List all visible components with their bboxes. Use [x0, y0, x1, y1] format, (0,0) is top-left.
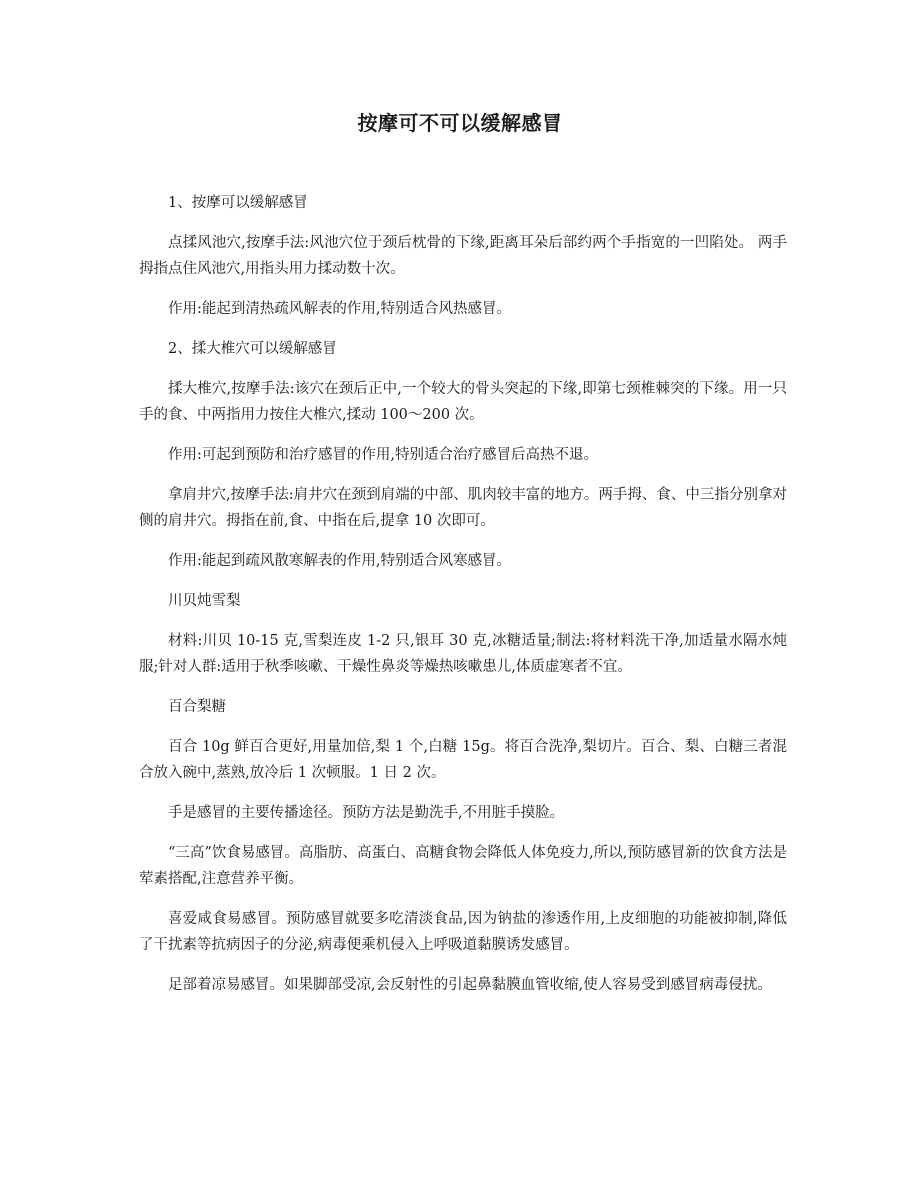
paragraph-lily-recipe: 百合 10g 鲜百合更好,用量加倍,梨 1 个,白糖 15g。将百合洗净,梨切片。百合、梨、白糖三者混合放入碗中,蒸熟,放冷后 1 次顿服。1 日 2 次。: [139, 739, 787, 781]
heading-massage-relief: 1、按摩可以缓解感冒: [168, 195, 308, 211]
paragraph-hand-washing: 手是感冒的主要传播途径。预防方法是勤洗手,不用脏手摸脸。: [168, 805, 565, 821]
heading-chuanbei-pear: 川贝炖雪梨: [168, 593, 241, 609]
paragraph-dazhui-method: 揉大椎穴,按摩手法:该穴在颈后正中,一个较大的骨头突起的下缘,即第七颈椎棘突的下缘。用一只手的食、中两指用力按住大椎穴,揉动 100～200 次。: [139, 381, 787, 423]
paragraph-fengchi-method: 点揉风池穴,按摩手法:风池穴位于颈后枕骨的下缘,距离耳朵后部约两个手指宽的一凹陷处。 两手拇指点住风池穴,用指头用力揉动数十次。: [139, 235, 787, 277]
paragraph-jianjing-effect: 作用:能起到疏风散寒解表的作用,特别适合风寒感冒。: [168, 553, 511, 569]
paragraph-chuanbei-recipe: 材料:川贝 10-15 克,雪梨连皮 1-2 只,银耳 30 克,冰糖适量;制法:将材料洗干净,加适量水隔水炖服;针对人群:适用于秋季咳嗽、干燥性鼻炎等燥热咳嗽患儿,体质虚寒者不宜。: [139, 633, 787, 675]
paragraph-jianjing-method: 拿肩井穴,按摩手法:肩井穴在颈到肩端的中部、肌肉较丰富的地方。两手拇、食、中三指分别拿对侧的肩井穴。拇指在前,食、中指在后,提拿 10 次即可。: [139, 487, 787, 529]
heading-dazhui: 2、揉大椎穴可以缓解感冒: [168, 341, 337, 357]
paragraph-dazhui-effect: 作用:可起到预防和治疗感冒的作用,特别适合治疗感冒后高热不退。: [168, 447, 598, 463]
paragraph-three-highs: “三高”饮食易感冒。高脂肪、高蛋白、高糖食物会降低人体免疫力,所以,预防感冒新的饮食方法是荤素搭配,注意营养平衡。: [139, 845, 787, 887]
document-title: 按摩可不可以缓解感冒: [357, 111, 563, 135]
paragraph-fengchi-effect: 作用:能起到清热疏风解表的作用,特别适合风热感冒。: [168, 301, 511, 317]
paragraph-salty-food: 喜爱咸食易感冒。预防感冒就要多吃清淡食品,因为钠盐的渗透作用,上皮细胞的功能被抑制,降低了干扰素等抗病因子的分泌,病毒便乘机侵入上呼吸道黏膜诱发感冒。: [139, 911, 787, 953]
heading-lily-pear-sugar: 百合梨糖: [168, 699, 226, 715]
document-body: [139, 190, 787, 1012]
paragraph-cold-feet: 足部着凉易感冒。如果脚部受凉,会反射性的引起鼻黏膜血管收缩,使人容易受到感冒病毒侵扰。: [168, 977, 772, 993]
